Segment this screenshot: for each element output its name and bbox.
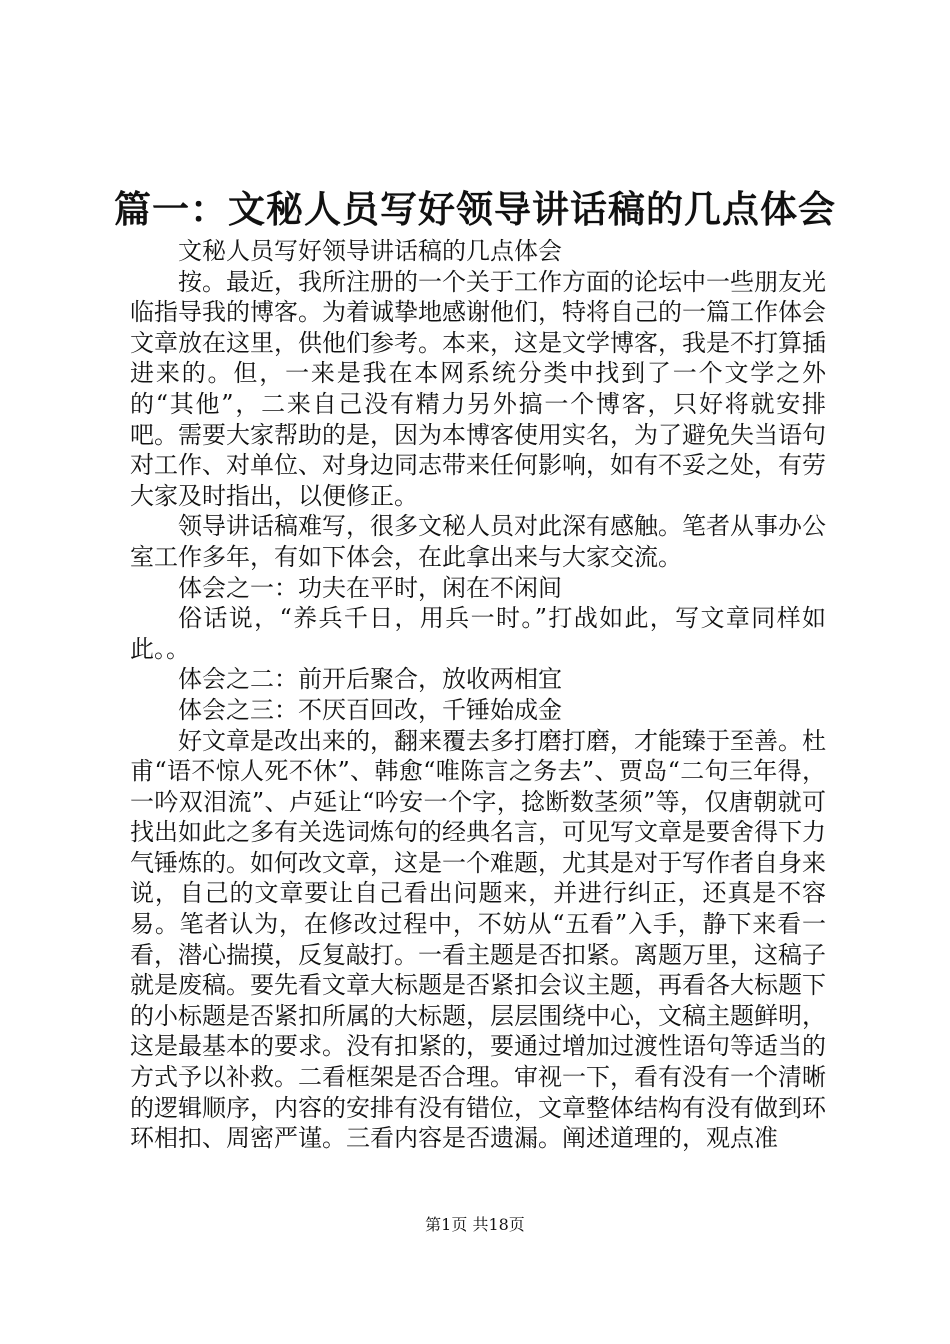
heading-insight-two: 体会之二：前开后聚合，放收两相宜 <box>178 665 562 694</box>
document-title: 篇一：文秘人员写好领导讲话稿的几点体会 <box>114 187 836 231</box>
paragraph-preface: 按。最近，我所注册的一个关于工作方面的论坛中一些朋友光临指导我的博客。为着诚挚地感谢他们，特将自己的一篇工作体会文章放在这里，供他们参考。本来，这是文学博客，我是不打算插进来的。但，一来是我在本网系统分类中找到了一个文学之外的“其他”，二来自己没有精力另外搞一个博客，只好将就安排吧。需要大家帮助的是，因为本博客使用实名，为了避免失当语句对工作、对单位、对身边同志带来任何影响，如有不妥之处，有劳大家及时指出，以便修正。 <box>130 267 826 510</box>
heading-insight-one: 体会之一：功夫在平时，闲在不闲间 <box>178 573 562 602</box>
page-number: 第1页 共18页 <box>425 1215 525 1234</box>
paragraph-insight-three: 好文章是改出来的，翻来覆去多打磨打磨，才能臻于至善。杜甫“语不惊人死不休”、韩愈“唯陈言之务去”、贾岛“二句三年得，一吟双泪流”、卢延让“吟安一个字，捻断数茎须”等，仅唐朝就可找出如此之多有关选词炼句的经典名言，可见写文章是要舍得下力气锤炼的。如何改文章，这是一个难题，尤其是对于写作者自身来说，自己的文章要让自己看出问题来，并进行纠正，还真是不容易。笔者认为，在修改过程中，不妨从“五看”入手，静下来看一看，潜心揣摸，反复敲打。一看主题是否扣紧。离题万里，这稿子就是废稿。要先看文章大标题是否紧扣会议主题，再看各大标题下的小标题是否紧扣所属的大标题，层层围绕中心，文稿主题鲜明，这是最基本的要求。没有扣紧的，要通过增加过渡性语句等适当的方式予以补救。二看框架是否合理。审视一下，看有没有一个清晰的逻辑顺序，内容的安排有没有错位，文章整体结构有没有做到环环相扣、周密严谨。三看内容是否遗漏。阐述道理的，观点准 <box>130 726 826 1153</box>
heading-insight-three: 体会之三：不厌百回改，千锤始成金 <box>178 695 562 724</box>
paragraph-subtitle: 文秘人员写好领导讲话稿的几点体会 <box>178 237 562 265</box>
document-body <box>130 236 826 1154</box>
paragraph-intro: 领导讲话稿难写，很多文秘人员对此深有感触。笔者从事办公室工作多年，有如下体会，在此拿出来与大家交流。 <box>130 512 826 571</box>
paragraph-insight-one: 俗话说，“养兵千日，用兵一时。”打战如此，写文章同样如此。。 <box>130 604 826 663</box>
